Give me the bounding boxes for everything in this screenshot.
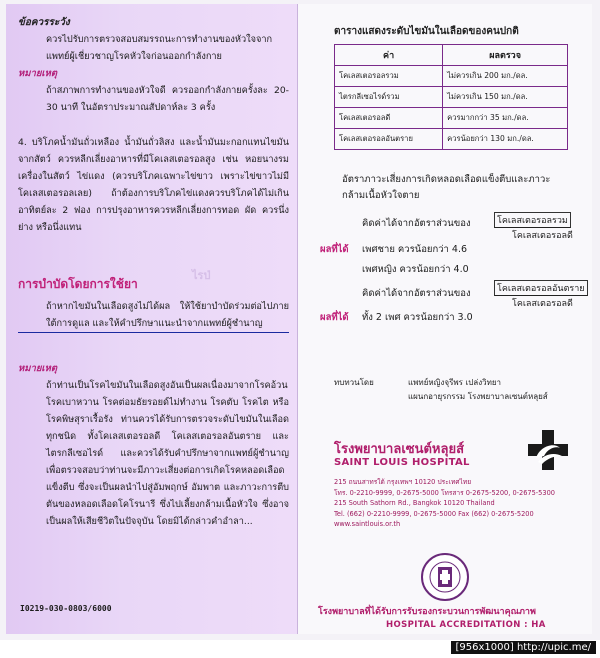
watermark-text: ไรป่ [192,269,211,282]
risk-intro: อัตราภาวะเสี่ยงการเกิดหลอดเลือดแข็งตีบและภาวะกล้ามเนื้อหัวใจตาย [342,174,551,201]
table-cell: ไตรกลีเซอไรด์รวม [335,87,443,108]
table-row [335,129,568,150]
both-result: ทั้ง 2 เพศ ควรน้อยกว่า 3.0 [362,312,473,323]
reviewer-dept: แผนกอายุรกรรม โรงพยาบาลเซนต์หลุยส์ [408,392,548,401]
result-label-1: ผลที่ได้ [320,244,349,255]
calc1-text: คิดค่าได้จากอัตราส่วนของ [362,218,471,229]
table-cell: ควรมากกว่า 35 มก./ดล. [443,108,568,129]
caution-text: ควรไปรับการตรวจสอบสมรรถนะการทำงานของหัวใจจากแพทย์ผู้เชี่ยวชาญโรคหัวใจก่อนออกกำลังกาย [46,34,273,62]
female-result: เพศหญิง ควรน้อยกว่า 4.0 [362,264,469,275]
doc-code: I0219-030-0803/6000 [20,604,112,613]
ratio2-numerator: โคเลสเตอรอลอันตราย [494,280,588,296]
col-header-result: ผลตรวจ [443,45,568,66]
table-row [335,66,568,87]
note2-label: หมายเหตุ [18,363,58,374]
note1-label: หมายเหตุ [18,68,58,79]
drug-title: การบำบัดโดยการใช้ยา [18,277,138,291]
col-header-value: ค่า [335,45,443,66]
phone-en: Tel. (662) 0-2210-9999, 0-2675-5000 Fax (662) 0-2675-5200 [334,509,534,518]
calc2-text: คิดค่าได้จากอัตราส่วนของ [362,288,471,299]
right-panel [298,4,592,634]
left-panel [6,4,298,634]
accreditation-seal-icon [420,552,470,602]
address-th: 215 ถนนสาทรใต้ กรุงเทพฯ 10120 ประเทศไทย [334,478,472,486]
ratio1-denominator: โคเลสเตอรอลดี [512,231,573,241]
reviewer-name: แพทย์หญิงจุรีพร เปล่งวิทยา [408,378,502,387]
phone-th: โทร. 0-2210-9999, 0-2675-5000 โทรสาร 0-2675-5200, 0-2675-5300 [334,488,555,497]
hospital-address [334,477,555,530]
table-cell: โคเลสเตอรอลอันตราย [335,129,443,150]
ratio2-denominator: โคเลสเตอรอลดี [512,299,573,309]
accreditation-th: โรงพยาบาลที่ได้รับการรับรองกระบวนการพัฒนาคุณภาพ [318,607,536,617]
ratio1-numerator: โคเลสเตอรอลรวม [494,212,571,228]
hospital-name-en: SAINT LOUIS HOSPITAL [334,457,470,468]
table-title: ตารางแสดงระดับไขมันในเลือดของคนปกติ [334,26,519,37]
hospital-cross-logo-icon [526,428,570,472]
table-cell: ควรน้อยกว่า 130 มก./ดล. [443,129,568,150]
note2-text: ถ้าท่านเป็นโรคไขมันในเลือดสูงอันเป็นผลเนื่องมาจากโรคอ้วน โรคเบาหวาน โรคต่อมธัยรอยด์ไม่ทำงาน โรคตับ โรคไต หรือโรคพิษสุราเรื้อรัง ท่านควรได้รับการตรวจระดับไขมันในเลือดทุกชนิด ทั้งโคเลสเตอรอลดี โคเลสเตอรอลอันตราย และไตรกลีเซอไรด์ และควรได้รับคำปรึกษาจากแพทย์ผู้ชำนาญเพื่อตรวจสอบว่าท่านจะมีภาวะเสี่ยงต่อการเกิดโรคหลอดเลือดแข็งตีบ ซึ่งจะเป็นผลนำไปสู่อัมพฤกษ์ อัมพาต และภาวะการตีบตันของหลอดเลือดโคโรนารี ซึ่งไปเลี้ยงกล้ามเนื้อหัวใจ ซึ่งอาจเป็นผลให้เสียชีวิตในปัจจุบัน โดยมิได้กล่าวคำอำลา... [46,380,289,527]
lipid-table [334,44,568,150]
drug-text: ถ้าหากไขมันในเลือดสูงไม่ได้ผล ให้ใช้ยาบำบัดร่วมต่อไปภายใต้การดูแล และให้คำปรึกษาแนะนำจากแพทย์ผู้ชำนาญ [18,298,289,333]
male-result: เพศชาย ควรน้อยกว่า 4.6 [362,244,468,255]
caution-heading: ข้อควรระวัง [18,17,70,28]
image-host-footer [0,640,600,658]
item-4: 4. บริโภคน้ำมันถั่วเหลือง น้ำมันถั่วลิสง และน้ำมันมะกอกแทนไขมันจากสัตว์ ควรหลีกเลี่ยงอาหารที่มีโคเลสเตอรอลสูง เช่น หอยนางรม เครื่องในสัตว์ ไข่แดง (ควรบริโภคเฉพาะไข่ขาว เพราะไข่ขาวไม่มีโคเลสเตอรอลเลย) ถ้าต้องการบริโภคไข่แดงควรบริโภคได้ไม่เกินอาทิตย์ละ 2 ฟอง การปรุงอาหารควรหลีกเลี่ยงการทอด ผัด ควรนึ่ง ย่าง หรือนึ่งแทน [18,137,289,233]
note1-text: ถ้าสภาพการทำงานของหัวใจดี ควรออกกำลังกายครั้งละ 20-30 นาที ในอัตราประมาณสัปดาห์ละ 3 ครั้ง [46,85,289,113]
ratio1 [494,212,575,242]
footer-link[interactable]: [956x1000] http://upic.me/ [451,641,596,654]
website-link[interactable]: www.saintlouis.or.th [334,520,401,529]
table-row [335,108,568,129]
table-cell: โคเลสเตอรอลรวม [335,66,443,87]
table-row [335,87,568,108]
table-cell: ไม่ควรเกิน 200 มก./ดล. [443,66,568,87]
table-cell: ไม่ควรเกิน 150 มก./ดล. [443,87,568,108]
address-en: 215 South Sathorn Rd., Bangkok 10120 Thailand [334,499,495,508]
hospital-name-th: โรงพยาบาลเซนต์หลุยส์ [334,442,464,457]
result-label-2: ผลที่ได้ [320,312,349,323]
accreditation-en: HOSPITAL ACCREDITATION : HA [386,620,546,630]
ratio2 [494,280,588,310]
reviewer-label: ทบทวนโดย [334,378,374,387]
table-cell: โคเลสเตอรอลดี [335,108,443,129]
table-header-row [335,45,568,66]
